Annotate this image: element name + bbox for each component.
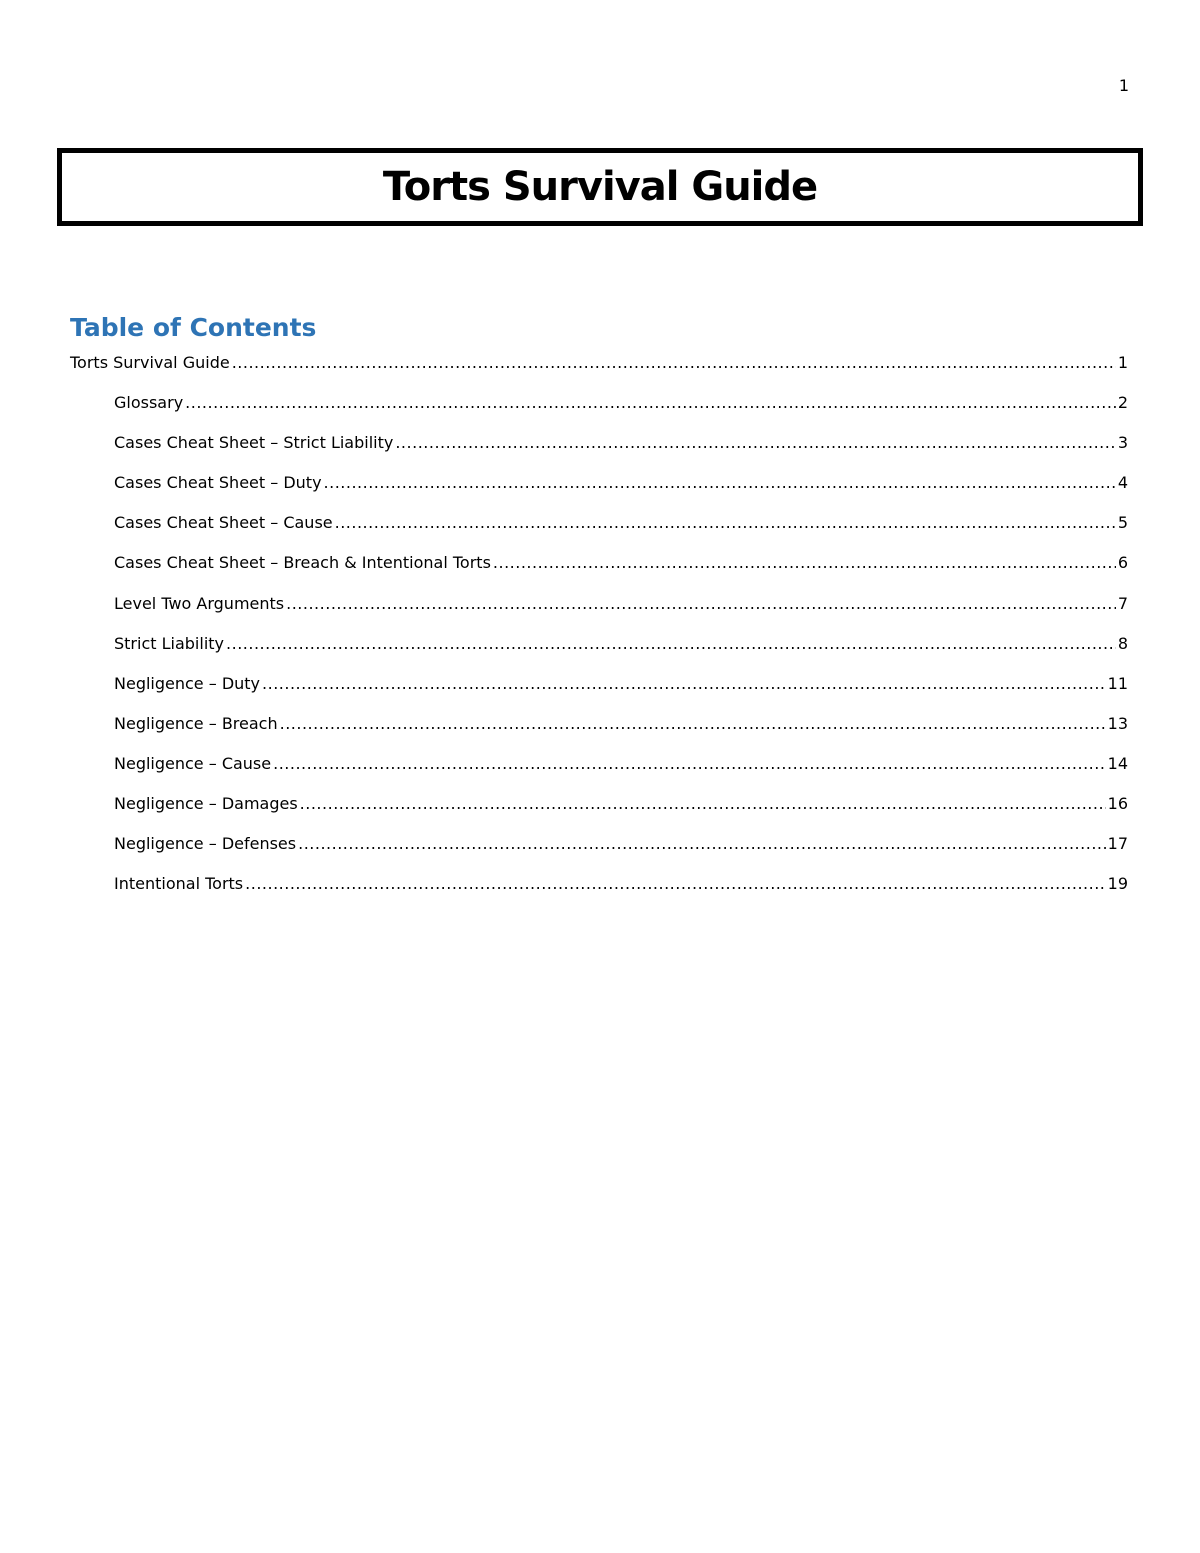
toc-dot-leader <box>245 874 1106 894</box>
toc-dot-leader <box>395 433 1115 453</box>
toc-dot-leader <box>493 553 1116 573</box>
toc-entry-label: Negligence – Breach <box>114 713 278 733</box>
toc-entry[interactable] <box>70 632 1128 672</box>
toc-entry-label: Intentional Torts <box>114 874 244 894</box>
toc-entry[interactable] <box>70 672 1128 712</box>
toc-entry[interactable] <box>70 592 1128 632</box>
toc-dot-leader <box>300 794 1106 814</box>
toc-entry-page: 1 <box>1117 353 1128 372</box>
toc-entry[interactable] <box>70 792 1128 832</box>
page-number: 1 <box>1118 76 1129 95</box>
toc-entry-page: 6 <box>1117 553 1128 573</box>
toc-entry-label: Cases Cheat Sheet – Cause <box>114 513 333 533</box>
toc-entry[interactable] <box>70 511 1128 551</box>
toc-entry-label: Cases Cheat Sheet – Breach & Intentional Torts <box>114 553 491 573</box>
toc-dot-leader <box>273 754 1106 774</box>
toc-dot-leader <box>298 834 1106 854</box>
toc-entry-page: 7 <box>1117 593 1128 613</box>
toc-dot-leader <box>226 634 1116 654</box>
toc-entry[interactable] <box>70 471 1128 511</box>
toc-dot-leader <box>280 714 1106 734</box>
toc-entry-page: 11 <box>1107 673 1128 693</box>
toc-entry-label: Negligence – Damages <box>114 794 298 814</box>
toc-entry[interactable] <box>70 832 1128 872</box>
toc-entry-label: Negligence – Cause <box>114 753 272 773</box>
toc-entry[interactable] <box>70 551 1128 591</box>
toc-entry-page: 13 <box>1107 713 1128 733</box>
toc-dot-leader <box>262 674 1106 694</box>
table-of-contents <box>70 351 1128 912</box>
toc-entry[interactable] <box>70 351 1128 391</box>
toc-dot-leader <box>185 393 1116 413</box>
document-title: Torts Survival Guide <box>382 164 818 210</box>
toc-entry[interactable] <box>70 391 1128 431</box>
toc-dot-leader <box>286 594 1116 614</box>
toc-entry-label: Negligence – Defenses <box>114 834 297 854</box>
toc-entry-page: 3 <box>1117 433 1128 453</box>
toc-heading: Table of Contents <box>70 313 317 342</box>
toc-entry-page: 5 <box>1117 513 1128 533</box>
toc-entry-label: Strict Liability <box>114 633 225 653</box>
toc-entry[interactable] <box>70 431 1128 471</box>
toc-entry[interactable] <box>70 752 1128 792</box>
toc-entry-label: Glossary <box>114 393 184 413</box>
toc-entry-label: Cases Cheat Sheet – Strict Liability <box>114 433 394 453</box>
toc-entry-label: Cases Cheat Sheet – Duty <box>114 473 322 493</box>
toc-entry-page: 2 <box>1117 393 1128 413</box>
toc-dot-leader <box>335 513 1116 533</box>
toc-entry[interactable] <box>70 712 1128 752</box>
toc-entry-label: Negligence – Duty <box>114 673 261 693</box>
toc-entry-label: Level Two Arguments <box>114 593 285 613</box>
toc-entry-page: 16 <box>1107 794 1128 814</box>
toc-entry-page: 17 <box>1107 834 1128 854</box>
toc-entry[interactable] <box>70 872 1128 912</box>
toc-dot-leader <box>324 473 1116 493</box>
toc-entry-page: 19 <box>1107 874 1128 894</box>
toc-entry-page: 14 <box>1107 753 1128 773</box>
toc-dot-leader <box>232 353 1116 373</box>
document-title-box <box>57 148 1143 226</box>
toc-entry-page: 8 <box>1117 633 1128 653</box>
toc-entry-label: Torts Survival Guide <box>70 353 230 372</box>
toc-entry-page: 4 <box>1117 473 1128 493</box>
